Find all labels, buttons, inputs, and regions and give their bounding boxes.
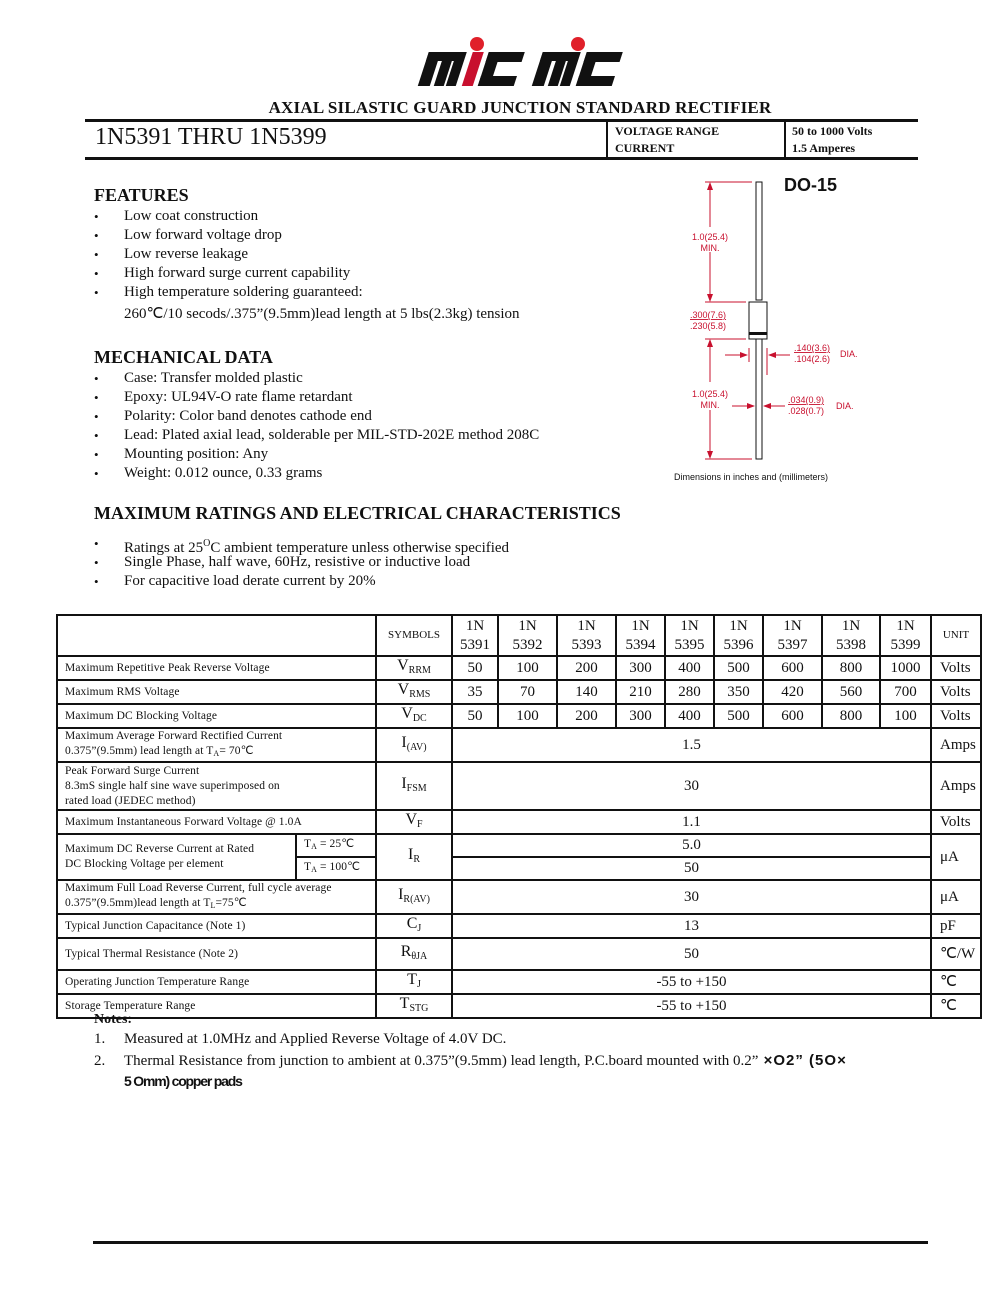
value: 560: [822, 680, 880, 704]
table-header-row: [57, 615, 981, 656]
value: 420: [763, 680, 822, 704]
ratings-heading: MAXIMUM RATINGS AND ELECTRICAL CHARACTERISTICS: [94, 503, 621, 523]
ratings-table: [56, 614, 982, 1019]
value: 30: [452, 762, 931, 810]
value: 400: [665, 704, 714, 728]
list-item: • Epoxy: UL94V-O rate flame retardant: [94, 388, 539, 407]
value: 100: [880, 704, 931, 728]
value: -55 to +150: [452, 970, 931, 994]
symbol: $I_{R(AV)}$: [376, 880, 452, 914]
lead-dia-min: .028(0.7): [788, 406, 825, 416]
unit: ℃: [931, 970, 981, 994]
part-header: 1N 5396: [714, 615, 763, 656]
symbol: $R_{\theta JA}$: [376, 938, 452, 970]
symbol: $V_{RRM}$: [376, 656, 452, 680]
table-row: Maximum Instantaneous Forward Voltage @ 1.0A $V_F$ 1.1 Volts: [57, 810, 981, 834]
mic-logo: [412, 36, 632, 88]
list-item: • For capacitive load derate current by 20%: [94, 572, 509, 591]
current-value: 1.5 Amperes: [792, 141, 856, 155]
value: 1.5: [452, 728, 931, 762]
document-title: AXIAL SILASTIC GUARD JUNCTION STANDARD RECTIFIER: [268, 98, 772, 117]
unit: Volts: [931, 810, 981, 834]
footer-rule: [93, 1241, 928, 1244]
value: 30: [452, 880, 931, 914]
list-item: • Ratings at $25^OC$ ambient temperature unless otherwise specified: [94, 534, 509, 553]
unit: Amps: [931, 728, 981, 762]
table-row: Maximum Average Forward Rectified Current 0.375”(9.5mm) lead length at TA= 70℃ $I_{(AV)}$ 1.5 Amps: [57, 728, 981, 762]
header-tick: [606, 122, 608, 160]
symbol: $V_{RMS}$: [376, 680, 452, 704]
condition: TA = 100℃: [296, 857, 376, 880]
svg-text:DIA.: DIA.: [836, 401, 854, 411]
value: 800: [822, 656, 880, 680]
part-header: 1N 5393: [557, 615, 616, 656]
value: 500: [714, 656, 763, 680]
symbol: $I_{(AV)}$: [376, 728, 452, 762]
notes-heading: Notes:: [94, 1012, 133, 1027]
body-dia-max: .140(3.6): [794, 343, 831, 353]
table-row: Peak Forward Surge Current 8.3mS single half sine wave superimposed on rated load (JEDEC method) $I_{FSM}$ 30 Amps: [57, 762, 981, 810]
value: 5.0: [452, 834, 931, 857]
voltage-range-value: 50 to 1000 Volts: [792, 124, 873, 138]
body-dia-min: .104(2.6): [794, 354, 831, 364]
header-tick: [784, 122, 786, 160]
part-header: 1N 5394: [616, 615, 665, 656]
value: 800: [822, 704, 880, 728]
value: 300: [616, 656, 665, 680]
value: 210: [616, 680, 665, 704]
value: 100: [498, 704, 557, 728]
symbol: $T_{STG}$: [376, 994, 452, 1018]
svg-text:MIN.: MIN.: [700, 400, 720, 410]
value: -55 to +150: [452, 994, 931, 1018]
value: 50: [452, 656, 498, 680]
value: 50: [452, 938, 931, 970]
table-row: Maximum DC Blocking Voltage $V_{DC}$ 50 100 200 300 400 500 600 800 100 Volts: [57, 704, 981, 728]
unit: pF: [931, 914, 981, 938]
list-item: • Low forward voltage drop: [94, 226, 520, 245]
mechanical-list: [94, 369, 539, 483]
unit: μA: [931, 880, 981, 914]
value: 100: [498, 656, 557, 680]
body-length-max: .300(7.6): [690, 310, 727, 320]
title-divider: [85, 119, 918, 122]
list-item: • Case: Transfer molded plastic: [94, 369, 539, 388]
part-header: 1N 5395: [665, 615, 714, 656]
value: 280: [665, 680, 714, 704]
value: 1.1: [452, 810, 931, 834]
table-row: Typical Thermal Resistance (Note 2) $R_{\theta JA}$ 50 ℃/W: [57, 938, 981, 970]
value: 600: [763, 704, 822, 728]
body-length-min: .230(5.8): [690, 321, 727, 331]
value: 350: [714, 680, 763, 704]
features-heading: FEATURES: [94, 185, 189, 205]
svg-text:MIN.: MIN.: [700, 243, 720, 253]
symbol: $V_{DC}$: [376, 704, 452, 728]
dimensions-caption: Dimensions in inches and (millimeters): [674, 472, 829, 482]
list-item: • Single Phase, half wave, 60Hz, resistive or inductive load: [94, 553, 509, 572]
do15-package-drawing: [670, 170, 870, 470]
unit: ℃: [931, 994, 981, 1018]
list-item: • Mounting position: Any: [94, 445, 539, 464]
part-range: 1N5391 THRU 1N5399: [95, 124, 327, 150]
note-2: 2. Thermal Resistance from junction to ambient at 0.375”(9.5mm) lead length, P.C.board mounted with 0.2” ×O2” (5O×: [94, 1052, 847, 1069]
svg-text:DIA.: DIA.: [840, 349, 858, 359]
value: 700: [880, 680, 931, 704]
unit-header: UNIT: [931, 615, 981, 656]
value: 1000: [880, 656, 931, 680]
mechanical-heading: MECHANICAL DATA: [94, 347, 273, 367]
symbol: $T_J$: [376, 970, 452, 994]
part-header: 1N 5399: [880, 615, 931, 656]
note-1: 1. Measured at 1.0MHz and Applied Reverse Voltage of 4.0V DC.: [94, 1031, 507, 1047]
table-row: Maximum Repetitive Peak Reverse Voltage $V_{RRM}$ 50 100 200 300 400 500 600 800 1000 Volts: [57, 656, 981, 680]
symbol: $C_J$: [376, 914, 452, 938]
list-item: • High forward surge current capability: [94, 264, 520, 283]
value: 600: [763, 656, 822, 680]
value: 200: [557, 704, 616, 728]
unit: μA: [931, 834, 981, 880]
features-list: [94, 207, 520, 323]
list-item: • Low coat construction: [94, 207, 520, 226]
list-item: • High temperature soldering guaranteed:: [94, 283, 520, 302]
current-label: CURRENT: [615, 141, 675, 155]
ratings-list: [94, 534, 509, 591]
table-row: Maximum RMS Voltage $V_{RMS}$ 35 70 140 210 280 350 420 560 700 Volts: [57, 680, 981, 704]
value: 50: [452, 704, 498, 728]
voltage-range-label: VOLTAGE RANGE: [615, 124, 720, 138]
value: 300: [616, 704, 665, 728]
table-row: Storage Temperature Range $T_{STG}$ -55 to +150 ℃: [57, 994, 981, 1018]
lead-length-label: 1.0(25.4): [691, 232, 729, 242]
value: 200: [557, 656, 616, 680]
list-item: • Weight: 0.012 ounce, 0.33 grams: [94, 464, 539, 483]
package-name: DO-15: [784, 175, 838, 195]
symbols-header: SYMBOLS: [376, 615, 452, 656]
unit: Volts: [931, 680, 981, 704]
note-2-continued: 5 Omm) copper pads: [124, 1073, 242, 1089]
unit: Volts: [931, 656, 981, 680]
value: 140: [557, 680, 616, 704]
table-row: Typical Junction Capacitance (Note 1) $C_J$ 13 pF: [57, 914, 981, 938]
list-item: • Lead: Plated axial lead, solderable per MIL-STD-202E method 208C: [94, 426, 539, 445]
value: 70: [498, 680, 557, 704]
list-item: • Polarity: Color band denotes cathode end: [94, 407, 539, 426]
header-divider: [85, 157, 918, 160]
part-header: 1N 5397: [763, 615, 822, 656]
part-header: 1N 5398: [822, 615, 880, 656]
list-item-continuation: 260℃/10 secods/.375”(9.5mm)lead length at 5 lbs(2.3kg) tension: [124, 306, 520, 322]
unit: Amps: [931, 762, 981, 810]
condition: TA = 25℃: [296, 834, 376, 857]
part-header: 1N 5392: [498, 615, 557, 656]
value: 50: [452, 857, 931, 880]
value: 400: [665, 656, 714, 680]
list-item: • Low reverse leakage: [94, 245, 520, 264]
value: 13: [452, 914, 931, 938]
symbol: $I_{FSM}$: [376, 762, 452, 810]
value: 500: [714, 704, 763, 728]
unit: Volts: [931, 704, 981, 728]
table-row: Operating Junction Temperature Range $T_J$ -55 to +150 ℃: [57, 970, 981, 994]
table-row: Maximum Full Load Reverse Current, full cycle average 0.375”(9.5mm)lead length at TL=75℃ $I_{R(AV)}$ 30 μA: [57, 880, 981, 914]
lead-dia-max: .034(0.9): [788, 395, 825, 405]
table-row: Maximum DC Reverse Current at Rated DC Blocking Voltage per element TA = 25℃ $I_R$ 5.0 μA: [57, 834, 981, 857]
symbol: $I_R$: [376, 834, 452, 880]
value: 35: [452, 680, 498, 704]
svg-text:1.0(25.4): 1.0(25.4): [691, 389, 729, 399]
unit: ℃/W: [931, 938, 981, 970]
symbol: $V_F$: [376, 810, 452, 834]
part-header: 1N 5391: [452, 615, 498, 656]
